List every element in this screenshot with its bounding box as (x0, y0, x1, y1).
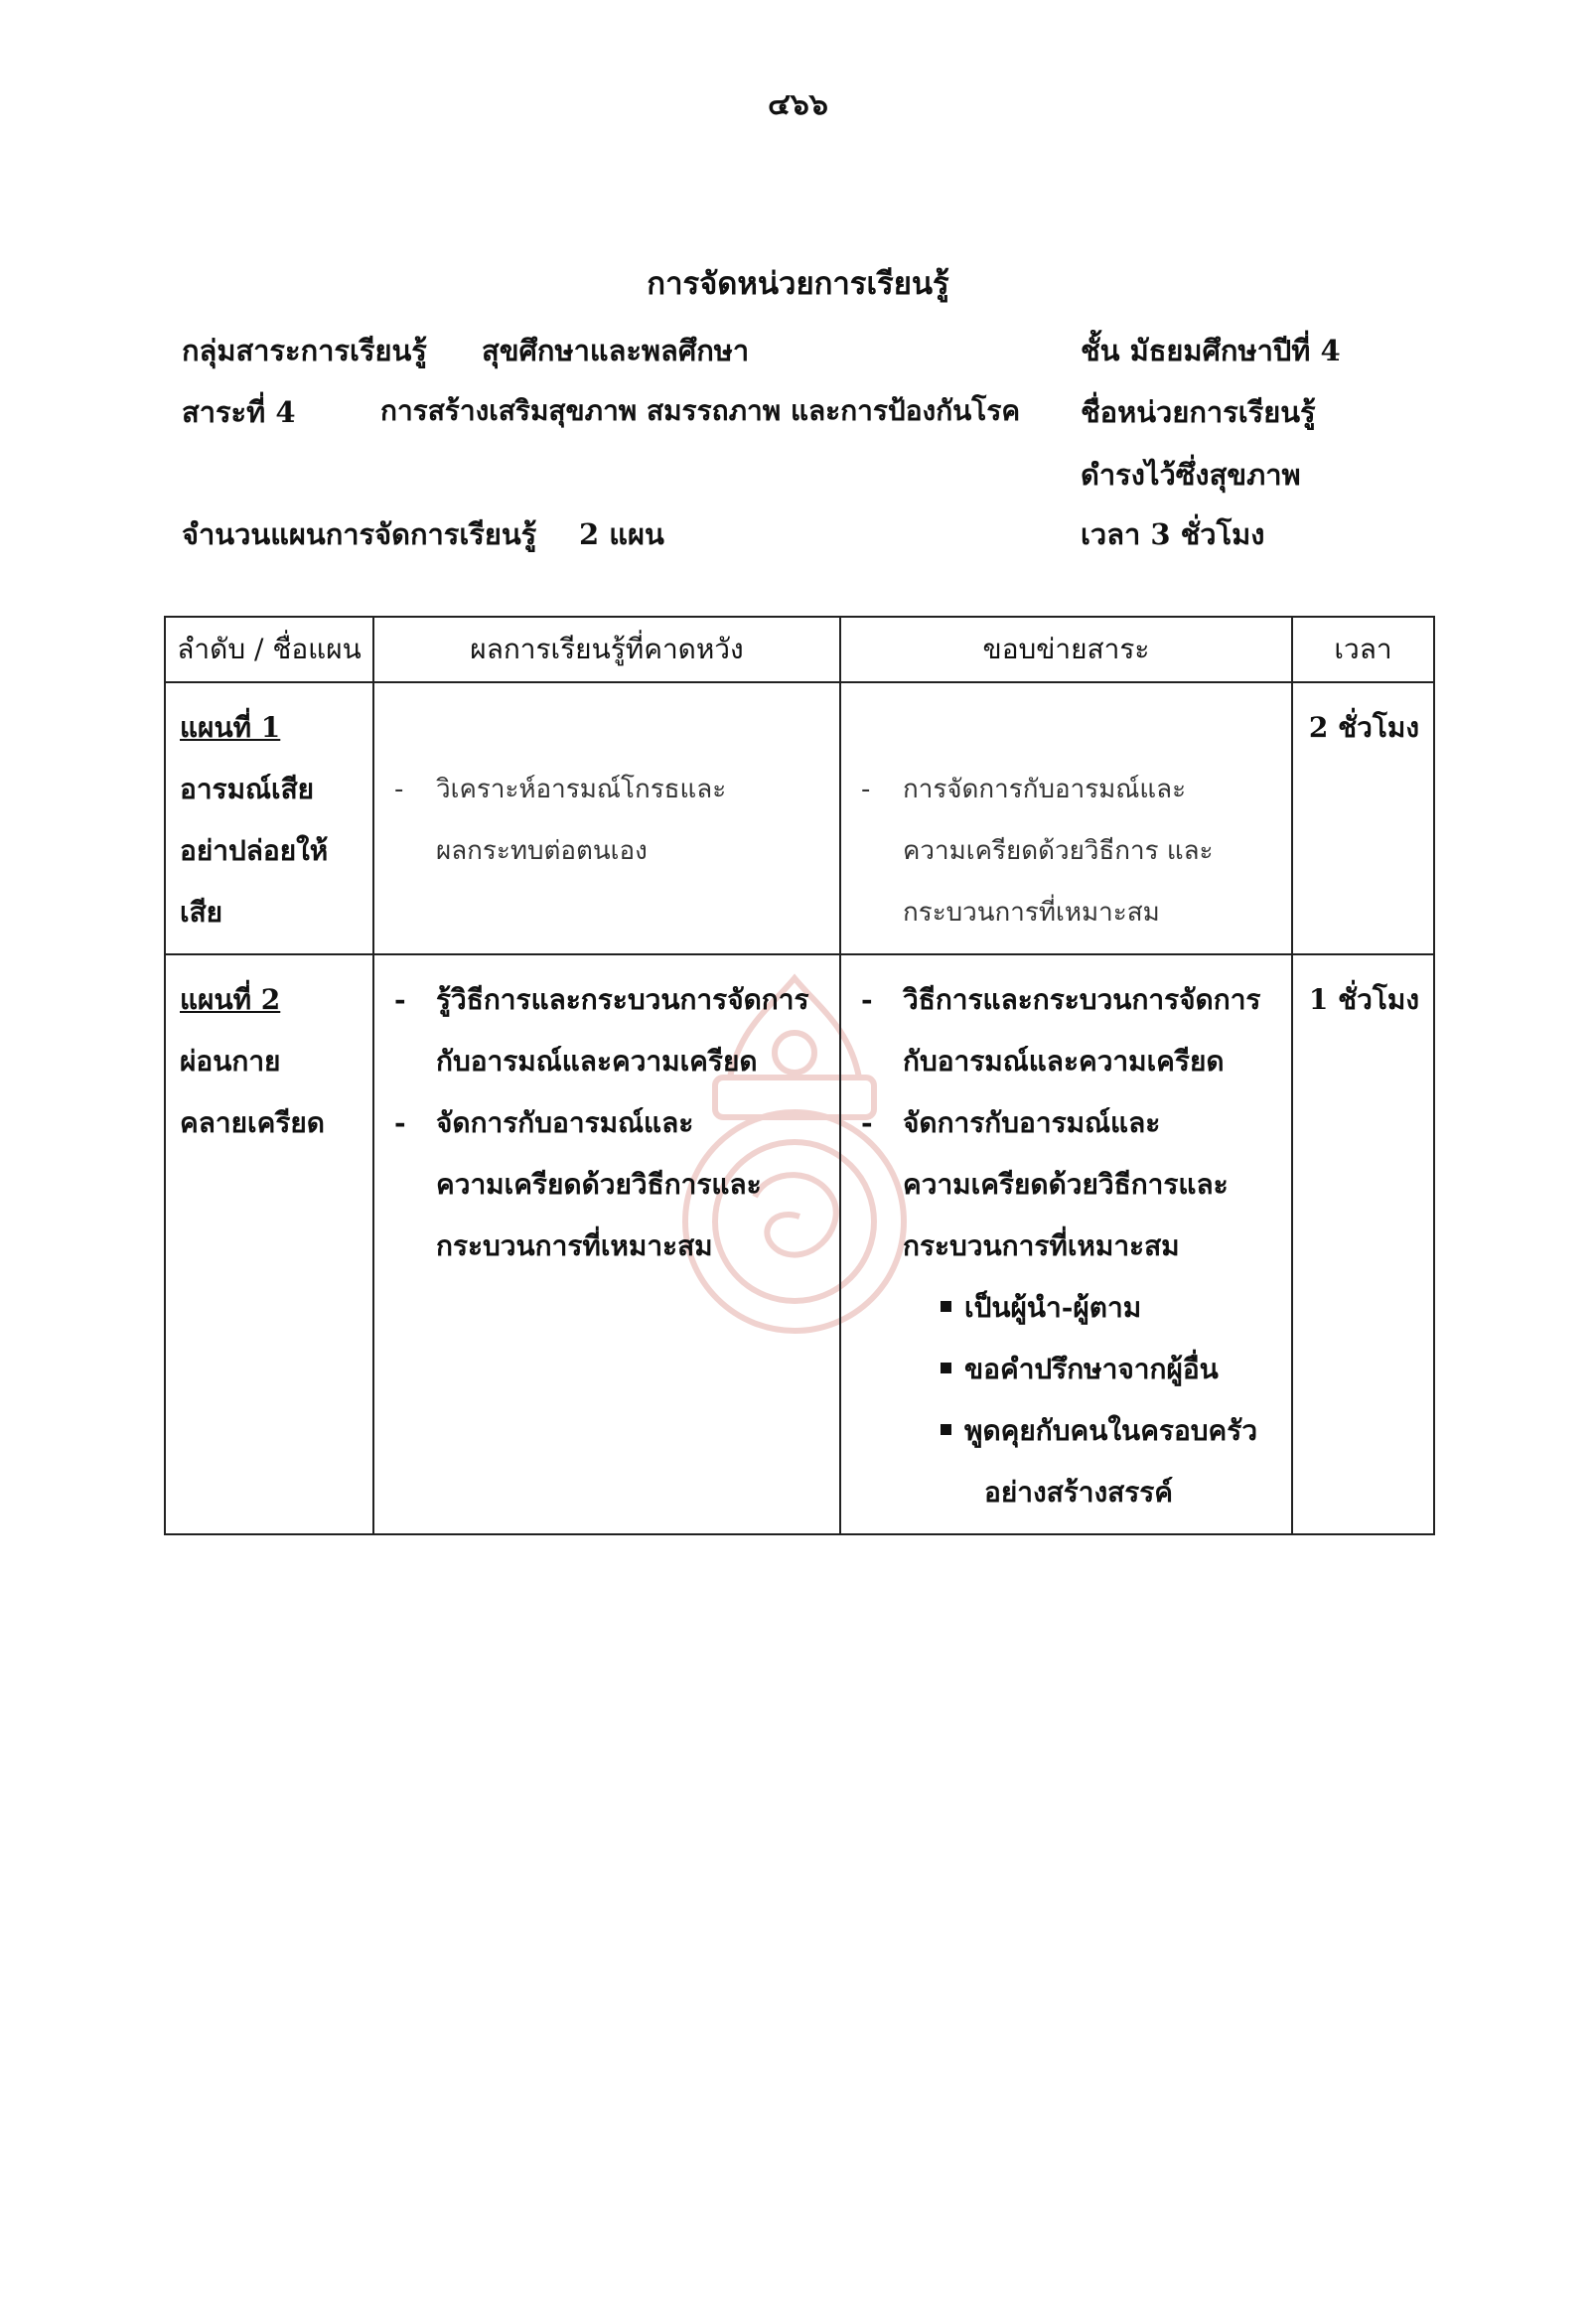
scope-line: กระบวนการที่เหมาะสม (903, 898, 1160, 928)
outcome-line: จัดการกับอารมณ์และ (436, 1106, 694, 1139)
subject-group-value: สุขศึกษาและพลศึกษา (482, 334, 750, 367)
grade-level: ชั้น มัธยมศึกษาปีที่ 4 (1081, 334, 1341, 367)
scope-cell (840, 682, 1292, 954)
column-header-time: เวลา (1292, 617, 1434, 682)
plans-count-value: 2 แผน (579, 517, 664, 551)
column-header-outcomes: ผลการเรียนรู้ที่คาดหวัง (373, 617, 840, 682)
scope-subitem (855, 1277, 1281, 1339)
outcome-item (388, 1092, 829, 1277)
plan-name-line: อารมณ์เสีย (180, 773, 315, 805)
plan-name-line: คลายเครียด (180, 1106, 325, 1139)
scope-item (855, 969, 1281, 1092)
page-number: ๔๖๖ (768, 87, 828, 122)
outcome-line: ความเครียดด้วยวิธีการและ (436, 1168, 762, 1201)
scope-cell (840, 954, 1292, 1534)
plan-name-line: อย่าปล่อยให้ (180, 834, 329, 867)
unit-name-value: ดำรงไว้ซึ่งสุขภาพ (1081, 458, 1301, 492)
column-header-scope: ขอบข่ายสาระ (840, 617, 1292, 682)
plan-name-line: เสีย (180, 896, 223, 929)
plan-time: 2 ชั่วโมง (1308, 711, 1419, 744)
strand-label: สาระที่ 4 (182, 395, 296, 429)
subject-group-label: กลุ่มสาระการเรียนรู้ (182, 334, 427, 367)
plan-time: 1 ชั่วโมง (1308, 983, 1419, 1016)
time-cell (1292, 682, 1434, 954)
scope-line: ความเครียดด้วยวิธีการและ (903, 1168, 1229, 1201)
outcome-line: วิเคราะห์อารมณ์โกรธและ (436, 775, 727, 804)
strand-value: การสร้างเสริมสุขภาพ สมรรถภาพ และการป้องกันโรค (380, 394, 1021, 427)
plan-cell (165, 682, 373, 954)
plan-number: แผนที่ 2 (180, 983, 281, 1016)
scope-item (855, 759, 1281, 943)
outcome-item (388, 969, 829, 1092)
dash-marker: - (394, 983, 406, 1016)
scope-line: วิธีการและกระบวนการจัดการ (903, 983, 1261, 1016)
outcome-item (388, 759, 829, 882)
unit-name-label: ชื่อหน่วยการเรียนรู้ (1081, 395, 1316, 429)
scope-subitem (855, 1400, 1281, 1523)
plan-name-line: ผ่อนกาย (180, 1045, 281, 1078)
scope-line: ความเครียดด้วยวิธีการ และ (903, 836, 1214, 866)
scope-line: การจัดการกับอารมณ์และ (903, 775, 1187, 804)
outcomes-cell (373, 682, 840, 954)
outcomes-cell (373, 954, 840, 1534)
scope-line: จัดการกับอารมณ์และ (903, 1106, 1161, 1139)
dash-marker: - (394, 775, 404, 804)
dash-marker: - (861, 775, 871, 804)
time-cell (1292, 954, 1434, 1534)
table-row (165, 682, 1434, 954)
scope-subitem-line: พูดคุยกับคนในครอบครัว (964, 1414, 1258, 1447)
plan-cell (165, 954, 373, 1534)
scope-line: กระบวนการที่เหมาะสม (903, 1229, 1180, 1262)
total-time: เวลา 3 ชั่วโมง (1081, 517, 1265, 551)
outcome-line: ผลกระทบต่อตนเอง (436, 836, 648, 866)
scope-subitem-line: อย่างสร้างสรรค์ (984, 1476, 1174, 1509)
unit-plan-table (164, 616, 1435, 1535)
outcome-line: รู้วิธีการและกระบวนการจัดการ (436, 983, 809, 1016)
dash-marker: - (394, 1106, 406, 1139)
scope-subitem-line: ขอคำปรึกษาจากผู้อื่น (964, 1353, 1219, 1385)
scope-item (855, 1092, 1281, 1277)
plan-number: แผนที่ 1 (180, 711, 281, 744)
table-row (165, 954, 1434, 1534)
square-bullet-icon (941, 1424, 951, 1435)
plans-count-label: จำนวนแผนการจัดการเรียนรู้ (182, 517, 537, 551)
scope-subitem-line: เป็นผู้นำ-ผู้ตาม (964, 1291, 1142, 1324)
outcome-line: กับอารมณ์และความเครียด (436, 1045, 758, 1078)
table-header-row (165, 617, 1434, 682)
document-title: การจัดหน่วยการเรียนรู้ (647, 266, 949, 302)
square-bullet-icon (941, 1363, 951, 1373)
dash-marker: - (861, 983, 873, 1016)
column-header-plan: ลำดับ / ชื่อแผน (165, 617, 373, 682)
scope-subitem (855, 1339, 1281, 1400)
scope-line: กับอารมณ์และความเครียด (903, 1045, 1225, 1078)
outcome-line: กระบวนการที่เหมาะสม (436, 1229, 713, 1262)
dash-marker: - (861, 1106, 873, 1139)
square-bullet-icon (941, 1301, 951, 1312)
